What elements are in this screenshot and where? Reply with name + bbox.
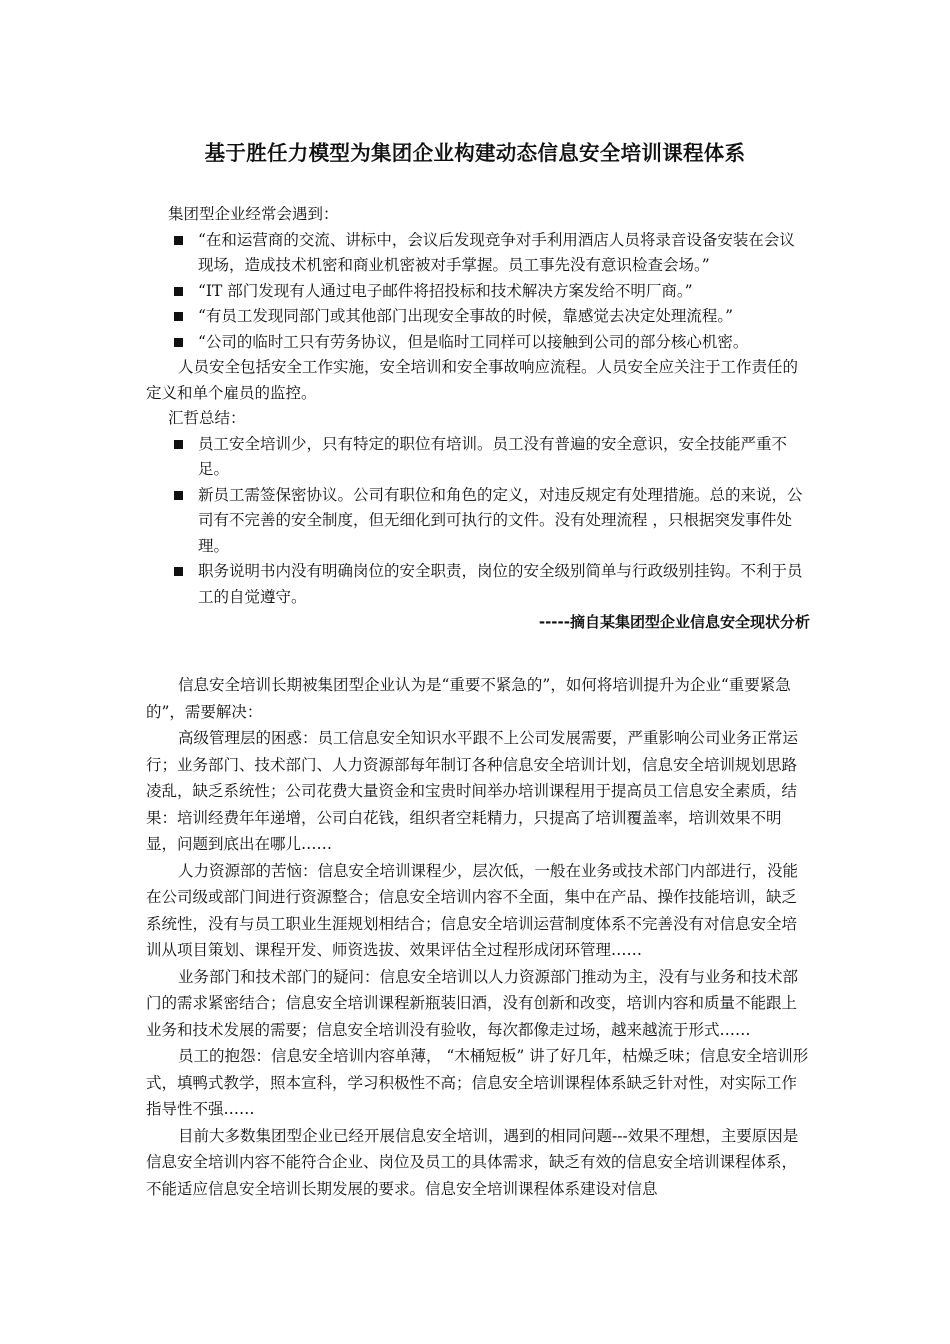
- quote-list: [146, 228, 810, 356]
- body-paragraph: 目前大多数集团型企业已经开展信息安全培训，遇到的相同问题---效果不理想，主要原因是信息安全培训内容不能符合企业、岗位及员工的具体需求，缺乏有效的信息安全培训课程体系，不能适应信息安全培训长期发展的要求。信息安全培训课程体系建设对信息: [146, 1126, 799, 1198]
- body-paragraph: 业务部门和技术部门的疑问：信息安全培训以人力资源部门推动为主，没有与业务和技术部门的需求紧密结合；信息安全培训课程新瓶装旧酒，没有创新和改变，培训内容和质量不能跟上业务和技术发展的需要；信息安全培训没有验收，每次都像走过场，越来越流于形式……: [146, 967, 799, 1039]
- body-paragraph: 员工的抱怨：信息安全培训内容单薄， “木桶短板” 讲了好几年，枯燥乏味；信息安全培训形式，填鸭式教学，照本宣科，学习积极性不高；信息安全培训课程体系缺乏针对性，对实际工作指导性不强……: [146, 1047, 809, 1118]
- quote-item: “公司的临时工只有劳务协议，但是临时工同样可以接触到公司的部分核心机密。: [146, 330, 810, 356]
- intro-label: 集团型企业经常会遇到：: [168, 205, 339, 223]
- summary-item: 职务说明书内没有明确岗位的安全职责，岗位的安全级别简单与行政级别挂钩。不利于员工的自觉遵守。: [146, 559, 810, 610]
- body-paragraph: 人力资源部的苦恼：信息安全培训课程少，层次低，一般在业务或技术部门内部进行，没能在公司级或部门间进行资源整合；信息安全培训内容不全面，集中在产品、操作技能培训，缺乏系统性，没有与员工职业生涯规划相结合；信息安全培训运营制度体系不完善没有对信息安全培训从项目策划、课程开发、师资选拔、效果评估全过程形成闭环管理……: [146, 861, 799, 959]
- body-paragraph: 信息安全培训长期被集团型企业认为是“重要不紧急的”，如何将培训提升为企业“重要紧急的”，需要解决：: [146, 676, 791, 721]
- document-title: 基于胜任力模型为集团企业构建动态信息安全培训课程体系: [204, 141, 746, 165]
- body-paragraph: 高级管理层的困惑：员工信息安全知识水平跟不上公司发展需要，严重影响公司业务正常运行；业务部门、技术部门、人力资源部每年制订各种信息安全培训计划，信息安全培训规划思路凌乱，缺乏系统性；公司花费大量资金和宝贵时间举办培训课程用于提高员工信息安全素质，结果：培训经费年年递增，公司白花钱，组织者空耗精力，只提高了培训覆盖率，培训效果不明显，问题到底出在哪儿……: [146, 729, 799, 853]
- intro-section: [146, 202, 810, 636]
- summary-list: [146, 432, 810, 611]
- personnel-paragraph: 人员安全包括安全工作实施，安全培训和安全事故响应流程。人员安全应关注于工作责任的定义和单个雇员的监控。: [146, 358, 799, 402]
- quote-item: “有员工发现同部门或其他部门出现安全事故的时候，靠感觉去决定处理流程。”: [146, 304, 810, 330]
- quote-item: “在和运营商的交流、讲标中，会议后发现竞争对手利用酒店人员将录音设备安装在会议现场，造成技术机密和商业机密被对手掌握。员工事先没有意识检查会场。”: [146, 228, 810, 279]
- summary-item: 新员工需签保密协议。公司有职位和角色的定义，对违反规定有处理措施。总的来说，公司有不完善的安全制度，但无细化到可执行的文件。没有处理流程 ，只根据突发事件处理。: [146, 483, 810, 560]
- body-section: [146, 672, 810, 1202]
- quote-item: “IT 部门发现有人通过电子邮件将招投标和技术解决方案发给不明厂商。”: [146, 279, 810, 305]
- summary-label: 汇哲总结：: [168, 409, 246, 427]
- summary-item: 员工安全培训少，只有特定的职位有培训。员工没有普遍的安全意识，安全技能严重不足。: [146, 432, 810, 483]
- source-citation: -----摘自某集团型企业信息安全现状分析: [538, 613, 810, 631]
